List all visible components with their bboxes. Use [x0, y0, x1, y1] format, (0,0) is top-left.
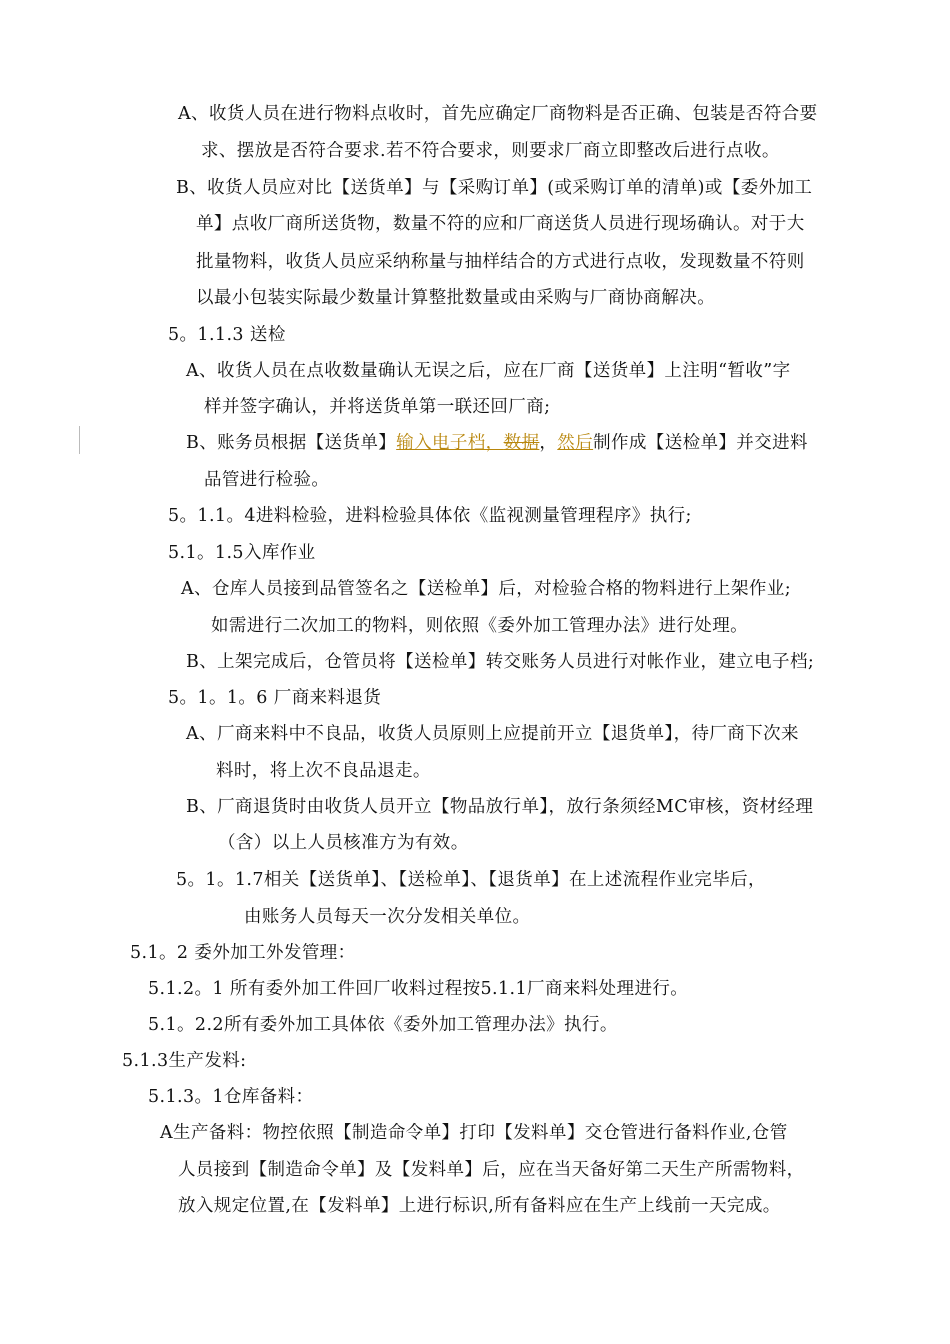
text-line: A、厂商来料中不良品，收货人员原则上应提前开立【退货单】，待厂商下次来 [186, 724, 799, 744]
revision-change-bar [79, 426, 80, 454]
text-line: B、厂商退货时由收货人员开立【物品放行单】，放行条须经MC审核，资材经理 [186, 797, 814, 817]
text-line: 人员接到【制造命令单】及【发料单】后，应在当天备好第二天生产所需物料， [178, 1160, 805, 1180]
text-line: B、上架完成后，仓管员将【送检单】转交账务人员进行对帐作业，建立电子档; [186, 652, 815, 672]
section-heading: 5.1.3生产发料: [122, 1051, 247, 1071]
revision-text-line [186, 431, 808, 455]
text-line: 品管进行检验。 [204, 470, 330, 490]
deleted-text: 数据 [503, 433, 540, 453]
text-line: B、收货人员应对比【送货单】与【采购订单】(或采购订单的清单)或【委外加工 [176, 178, 813, 198]
section-heading: 5.1。2.2所有委外加工具体依《委外加工管理办法》执行。 [148, 1015, 618, 1035]
revision-before: B、账务员根据【送货单】 [186, 433, 397, 453]
text-line: 单】点收厂商所送货物，数量不符的应和厂商送货人员进行现场确认。对于大 [196, 214, 805, 234]
text-line: 如需进行二次加工的物料，则依照《委外加工管理办法》进行处理。 [211, 616, 748, 636]
text-line: 料时，将上次不良品退走。 [216, 761, 431, 781]
section-heading: 5。1.1.3 送检 [168, 325, 286, 345]
text-line: 求、摆放是否符合要求.若不符合要求，则要求厂商立即整改后进行点收。 [201, 141, 780, 161]
section-heading: 5。1。1.7相关【送货单】、【送检单】、【退货单】在上述流程作业完毕后， [176, 870, 766, 890]
text-line: 批量物料，收货人员应采纳称量与抽样结合的方式进行点收，发现数量不符则 [196, 252, 805, 272]
section-heading: 5.1.2。1 所有委外加工件回厂收料过程按5.1.1厂商来料处理进行。 [148, 979, 689, 999]
section-heading: 5。1.1。4进料检验，进料检验具体依《监视测量管理程序》执行; [168, 506, 692, 526]
text-line: 样并签字确认，并将送货单第一联还回厂商; [204, 397, 551, 417]
section-heading: 5.1。2 委外加工外发管理： [130, 943, 356, 963]
section-heading: 5.1。1.5入库作业 [168, 543, 316, 563]
revision-comma: ， [539, 433, 558, 453]
inserted-text: 输入电子档， [396, 433, 504, 453]
text-line: 放入规定位置,在【发料单】上进行标识,所有备料应在生产上线前一天完成。 [178, 1196, 781, 1216]
revision-after: 制作成【送检单】并交进料 [593, 433, 808, 453]
text-line: 由账务人员每天一次分发相关单位。 [244, 907, 531, 927]
section-heading: 5。1。1。6 厂商来料退货 [168, 688, 382, 708]
inserted-text: 然后 [557, 433, 594, 453]
text-line: 以最小包装实际最少数量计算整批数量或由采购与厂商协商解决。 [196, 288, 716, 308]
text-line: A、仓库人员接到品管签名之【送检单】后，对检验合格的物料进行上架作业; [181, 579, 792, 599]
section-heading: 5.1.3。1仓库备料： [148, 1087, 314, 1107]
text-line: A、收货人员在进行物料点收时，首先应确定厂商物料是否正确、包装是否符合要 [178, 104, 818, 124]
text-line: A生产备料：物控依照【制造命令单】打印【发料单】交仓管进行备料作业,仓管 [160, 1123, 788, 1143]
text-line: A、收货人员在点收数量确认无误之后，应在厂商【送货单】上注明“暂收”字 [186, 361, 791, 381]
text-line: （含）以上人员核准方为有效。 [218, 833, 469, 853]
